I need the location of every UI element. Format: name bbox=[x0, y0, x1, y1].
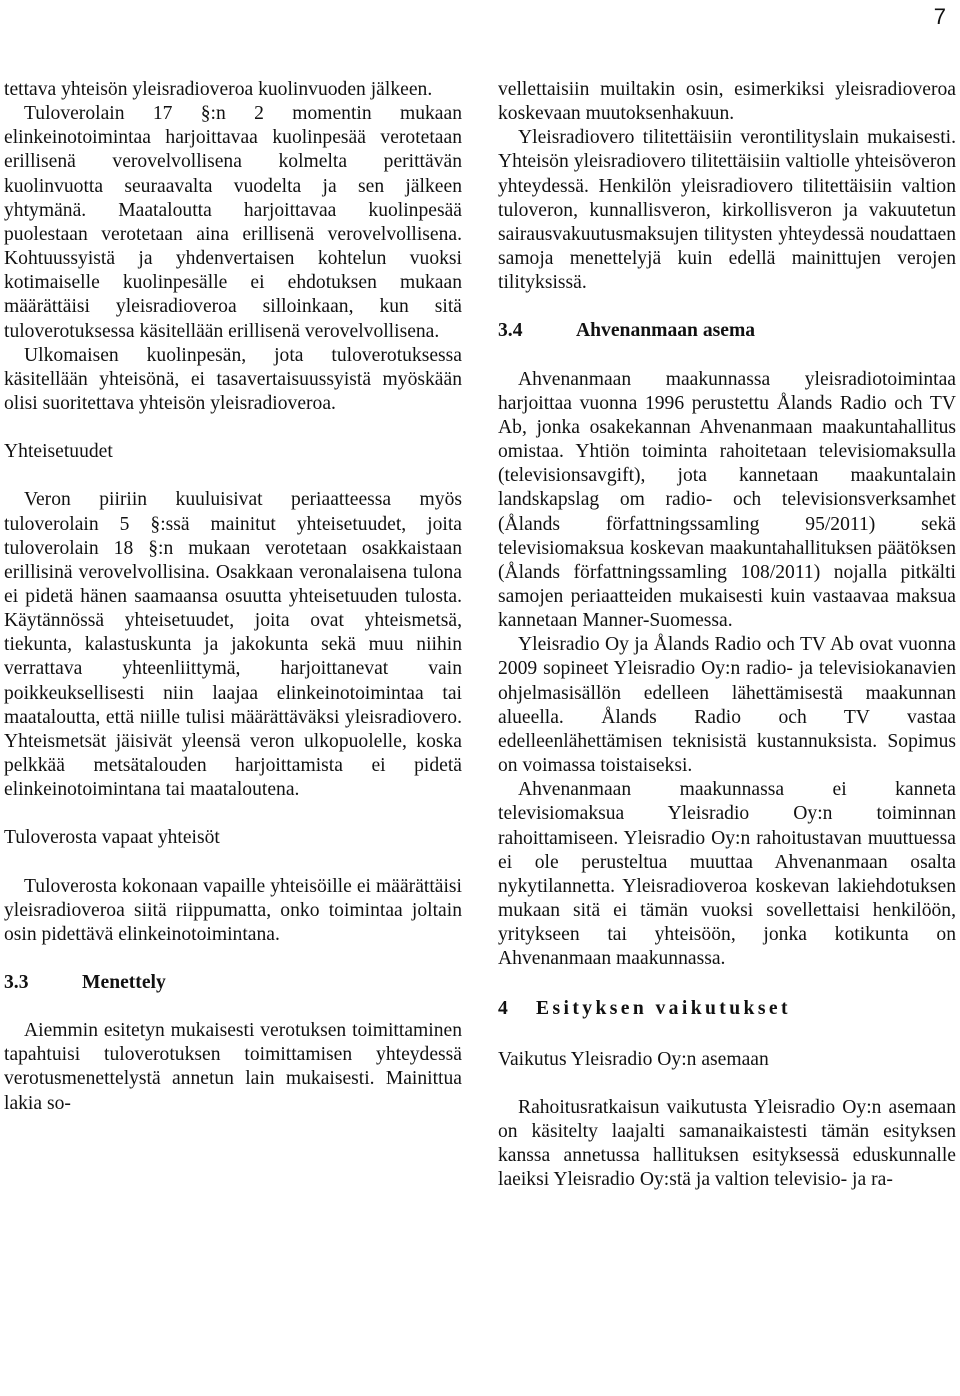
section-heading-3-3 bbox=[4, 971, 462, 995]
section-title: Ahvenanmaan asema bbox=[576, 320, 756, 342]
paragraph: vellettaisiin muiltakin osin, esimerkiksi yleisradioveroa koskevaan muutoksenhakuun. bbox=[498, 79, 956, 125]
paragraph: Ulkomaisen kuolinpesän, jota tuloverotuksessa käsitellään yhteisönä, ei tasavertaisuussyistä myöskään olisi suoritettava yhteisön yleisradioveroa. bbox=[4, 344, 462, 415]
left-column bbox=[4, 78, 462, 1116]
right-column bbox=[498, 78, 956, 1192]
subheading-vaikutus: Vaikutus Yleisradio Oy:n asemaan bbox=[498, 1048, 769, 1070]
section-number: 3.3 bbox=[4, 972, 29, 993]
section-number: 3.4 bbox=[498, 320, 523, 342]
subheading-tuloverosta-vapaat: Tuloverosta vapaat yhteisöt bbox=[4, 827, 220, 849]
paragraph: Yleisradio Oy ja Ålands Radio och TV Ab ovat vuonna 2009 sopineet Yleisradio Oy:n radio- ja televisiokanavien ohjelmasisällön edelleen lähettämisestä maakunnan alueella. Ålands Radio och TV vastaa edelleenlähettämisen teknisistä kustannuksista. Sopimus on voimassa toistaiseksi. bbox=[498, 634, 956, 777]
subheading-yhteisetuudet: Yhteisetuudet bbox=[4, 441, 113, 463]
page-number: 7 bbox=[933, 4, 946, 29]
paragraph: Ahvenanmaan maakunnassa ei kanneta televisiomaksua Yleisradio Oy:n toiminnan rahoittamiseen. Yleisradio Oy:n rahoitustavan muuttuessa ei ole perusteltua muuttaa Ahvenanmaan osalta nykytilannetta. Yleisradioveroa koskevan lakiehdotuksen mukaan sitä ei tämän vuoksi sovellettaisi henkilöön, yritykseen tai yhteisöön, jonka kotikunta on Ahvenanmaan maakunnassa. bbox=[498, 779, 956, 970]
paragraph: Aiemmin esitetyn mukaisesti verotuksen toimittaminen tapahtuisi tuloverotuksen toimittamisen yhteydessä verotusmenettelystä annetun lain mukaisesti. Mainittua lakia so- bbox=[4, 1020, 462, 1114]
section-title: Menettely bbox=[82, 972, 166, 993]
chapter-number: 4 bbox=[498, 998, 512, 1020]
paragraph: Tuloverolain 17 §:n 2 momentin mukaan elinkeinotoimintaa harjoittavaa kuolinpesää verotetaan erillisenä verovelvollisena kolmelta perittävän kuolinvuotta seuraavalta vuodelta ja sen jälkeen yhtymänä. Maataloutta harjoittavaa kuolinpesää puolestaan verotetaan aina erillisenä verovelvollisena. Kohtuussyistä ja yhdenvertaisen kohtelun vuoksi kotimaiselle kuolinpesälle ei ehdotuksen mukaan määrättäisi yleisradioveroa silloinkaan, kun sitä tuloverotuksessa käsitellään erillisenä verovelvollisena. bbox=[4, 103, 462, 342]
chapter-title: Esityksen vaikutukset bbox=[536, 998, 791, 1020]
paragraph: Tuloverosta kokonaan vapaille yhteisöille ei määrättäisi yleisradioveroa siitä riippumatta, onko toimintaa joltain osin pidettävä elinkeinotoimintana. bbox=[4, 875, 462, 945]
section-heading-3-4 bbox=[498, 319, 956, 343]
paragraph: Ahvenanmaan maakunnassa yleisradiotoimintaa harjoittaa vuonna 1996 perustettu Ålands Radio och TV Ab, jonka osakekannan Ahvenanmaan maakuntahallitus omistaa. Yhtiön toiminta rahoitetaan televisiomaksulla (televisionsavgift), jota kannetaan maakuntalain landskapslag om radio- och televisionsverksamhet (Ålands författningssamling 95/2011) sekä televisiomaksua koskevan maakuntahallituksen päätöksen (Ålands författningssamling 108/2011) nojalla pitkälti samojen periaatteiden mukaisesti kuin vastaavaa maksua kannetaan Manner-Suomessa. bbox=[498, 368, 956, 632]
paragraph: Rahoitusratkaisun vaikutusta Yleisradio Oy:n asemaan on käsitelty laajalti samanaikaistesti tämän esityksen kanssa annetussa hallituksen esityksessä eduskunnalle laeiksi Yleisradio Oy:stä ja valtion televisio- ja ra- bbox=[498, 1096, 956, 1191]
paragraph: Veron piiriin kuuluisivat periaatteessa myös tuloverolain 5 §:ssä mainitut yhteisetuudet, joita tuloverolain 18 §:n mukaan verotetaan osakkaistaan erillisinä verovelvollisina. Osakkaan veronalaisena tulona ei pidetä hänen saamaansa osuutta yhteisetuuden tulosta. Käytännössä yhteisetuudet, joita ovat yhteismetsä, tiekunta, kalastuskunta ja jakokunta sekä muu niihin verrattava yhteenliittymä, harjoittanevat vain poikkeuksellisesti niin laajaa elinkeinotoimintaa tai maataloutta, että niille tulisi määrättäväksi yleisradiovero. Yhteismetsät jäisivät yleensä veron ulkopuolelle, koska pelkkää metsätalouden harjoittamista ei pidetä elinkeinotoimintana tai maataloutena. bbox=[4, 489, 462, 801]
paragraph: Yleisradiovero tilitettäisiin verontilityslain mukaisesti. Yhteisön yleisradiovero tilitettäisiin valtiolle yhteisöveron yhteydessä. Henkilön yleisradiovero tilitettäisiin valtion tuloveron, kunnallisveron, kirkollisveron ja vakuutetun sairausvakuutusmaksujen tilitysten yhteydessä noudattaen samoja menettelyjä kuin edellä mainittujen verojen tilityksissä. bbox=[498, 127, 956, 294]
chapter-heading-4 bbox=[498, 997, 956, 1021]
paragraph: tettava yhteisön yleisradioveroa kuolinvuoden jälkeen. bbox=[4, 79, 433, 100]
